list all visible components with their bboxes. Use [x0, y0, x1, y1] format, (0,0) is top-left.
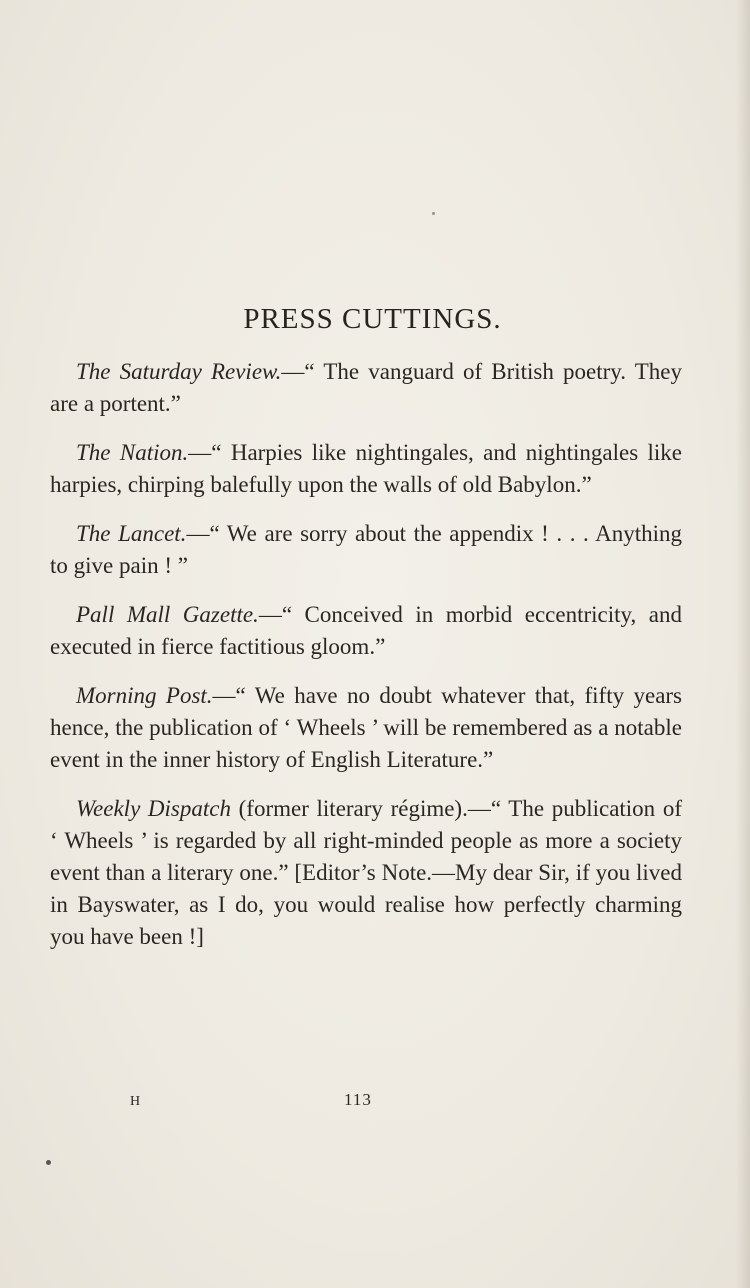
signature-mark: H [130, 1094, 142, 1109]
cutting-quote: —“ We are sorry about the appendix ! . . . Anything to give pain ! ” [50, 521, 683, 578]
cutting-entry [50, 437, 682, 501]
cutting-source: Weekly Dispatch [76, 796, 231, 821]
cutting-entry [50, 518, 682, 582]
page-edge-shadow [736, 0, 750, 1288]
cutting-quote: —“ We have no doubt whatever that, fifty years hence, the publication of ‘ Wheels ’ will be remembered as a notable event in the inner history of English Literature.” [50, 683, 683, 772]
cutting-source: Morning Post. [76, 683, 213, 708]
cutting-entry [50, 356, 682, 420]
cutting-source: The Nation. [76, 440, 189, 465]
cutting-source: Pall Mall Gazette. [76, 602, 259, 627]
cutting-quote: (former literary régime).—“ The publication of ‘ Wheels ’ is regarded by all right-minded people as more a society event than a literary one.” [Editor’s Note.—My dear Sir, if you lived in Bayswater, as I do, you would realise how perfectly charming you have been !] [50, 796, 682, 949]
cutting-quote: —“ The vanguard of British poetry. They are a portent.” [50, 359, 682, 416]
cutting-quote: —“ Conceived in morbid eccentricity, and executed in fierce factitious gloom.” [50, 602, 683, 659]
cutting-entry [50, 793, 682, 953]
cutting-source: The Saturday Review. [76, 359, 282, 384]
cutting-source: The Lancet. [76, 521, 187, 546]
paper-speck [432, 212, 435, 215]
press-cuttings-body [50, 356, 682, 970]
cutting-quote: —“ Harpies like nightingales, and nightingales like harpies, chirping balefully upon the walls of old Babylon.” [50, 440, 683, 497]
cutting-entry [50, 599, 682, 663]
page-title: PRESS CUTTINGS. [243, 303, 502, 335]
page-number: 113 [344, 1090, 372, 1109]
paper-speck [46, 1160, 51, 1165]
cutting-entry [50, 680, 682, 776]
